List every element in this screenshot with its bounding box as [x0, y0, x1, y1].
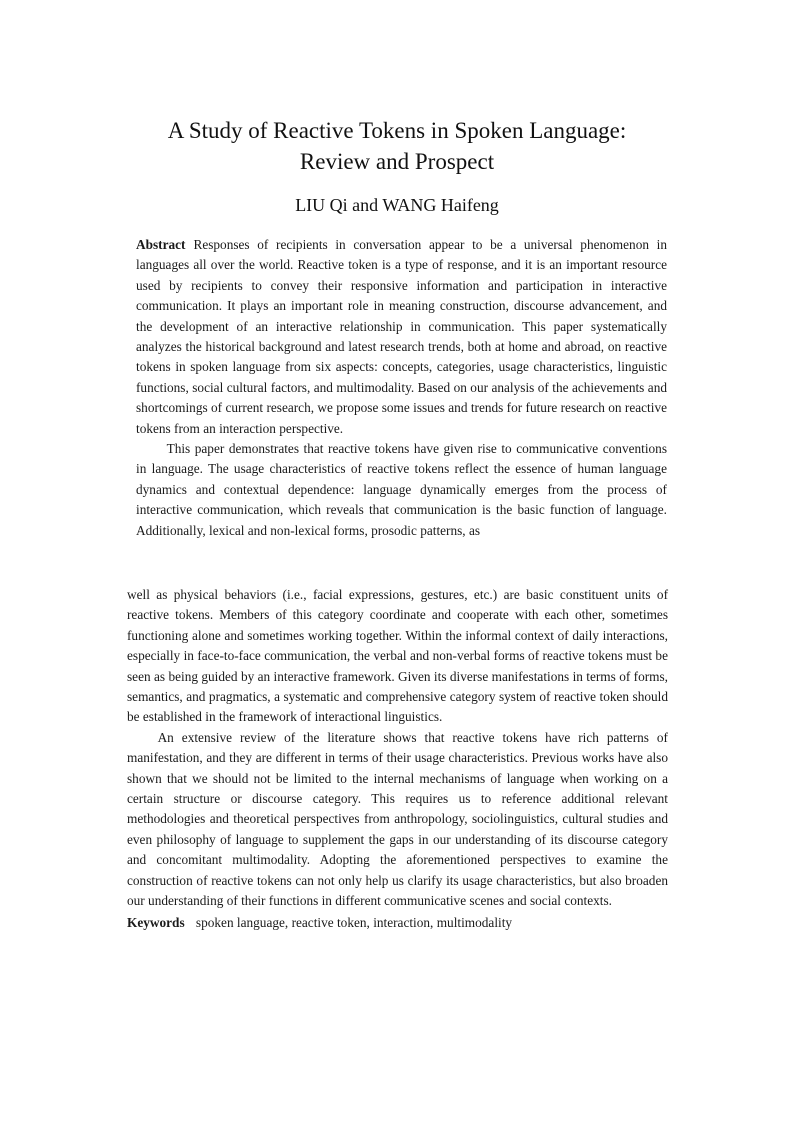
keyword: reactive token ,	[292, 915, 374, 930]
abstract-block-lower	[127, 585, 668, 933]
title-line-2: Review and Prospect	[299, 149, 495, 174]
title-line-1: A Study of Reactive Tokens in Spoken Language:	[167, 118, 627, 143]
abstract-label: Abstract	[136, 237, 186, 252]
abstract-paragraph-2-start: This paper demonstrates that reactive tokens have given rise to communicative conventions in language. The usage characteristics of reactive tokens reflect the essence of human language dynamics and contextual dependence: language dynamically emerges from the process of interactive communication, which reveals that communication is the basic function of language. Additionally, lexical and non-lexical forms, prosodic patterns, as	[136, 441, 667, 538]
abstract-text-1: Responses of recipients in conversation appear to be a universal phenomenon in languages all over the world. Reactive token is a type of response, and it is an important resource used by recipients to convey their responsive information and participation in interactive communication. It plays an important role in meaning construction, discourse advancement, and the development of an interactive relationship in communication. This paper systematically analyzes the historical background and latest research trends, both at home and abroad, on reactive tokens in spoken language from six aspects: concepts, categories, usage characteristics, linguistic functions, social cultural factors, and multimodality. Based on our analysis of the achievements and shortcomings of current research, we propose some issues and trends for future research on reactive tokens from an interaction perspective.	[136, 237, 667, 436]
keywords-line	[127, 913, 668, 933]
abstract-paragraph-2-end: well as physical behaviors (i.e., facial expressions, gestures, etc.) are basic constituent units of reactive tokens. Members of this category coordinate and cooperate with each other, sometimes functioning alone and sometimes working together. Within the informal context of daily interactions, especially in face-to-face communication, the verbal and non-verbal forms of reactive tokens must be seen as being guided by an interactive framework. Given its diverse manifestations in terms of forms, semantics, and pragmatics, a systematic and comprehensive category system of reactive token should be established in the framework of interactional linguistics.	[127, 587, 668, 725]
abstract-paragraph-1	[136, 235, 667, 439]
authors: LIU Qi and WANG Haifeng	[295, 195, 499, 215]
keyword: spoken language ,	[196, 915, 292, 930]
abstract-block-upper	[136, 235, 667, 541]
keyword: interaction ,	[373, 915, 437, 930]
keywords-label: Keywords	[127, 914, 185, 930]
abstract-paragraph-3: An extensive review of the literature shows that reactive tokens have rich patterns of manifestation, and they are different in terms of their usage characteristics. Previous works have also shown that we should not be limited to the internal mechanisms of language when working on a certain structure or discourse category. This requires us to reference additional relevant methodologies and theoretical perspectives from anthropology, sociolinguistics, cultural studies and even philosophy of language to supplement the gaps in our understanding of its discourse category and concomitant multimodality. Adopting the aforementioned perspectives to examine the construction of reactive tokens can not only help us clarify its usage characteristics, but also broaden our understanding of their functions in different communicative scenes and social contexts.	[127, 729, 668, 909]
keyword: multimodality	[436, 914, 513, 930]
paper-title	[0, 115, 794, 177]
